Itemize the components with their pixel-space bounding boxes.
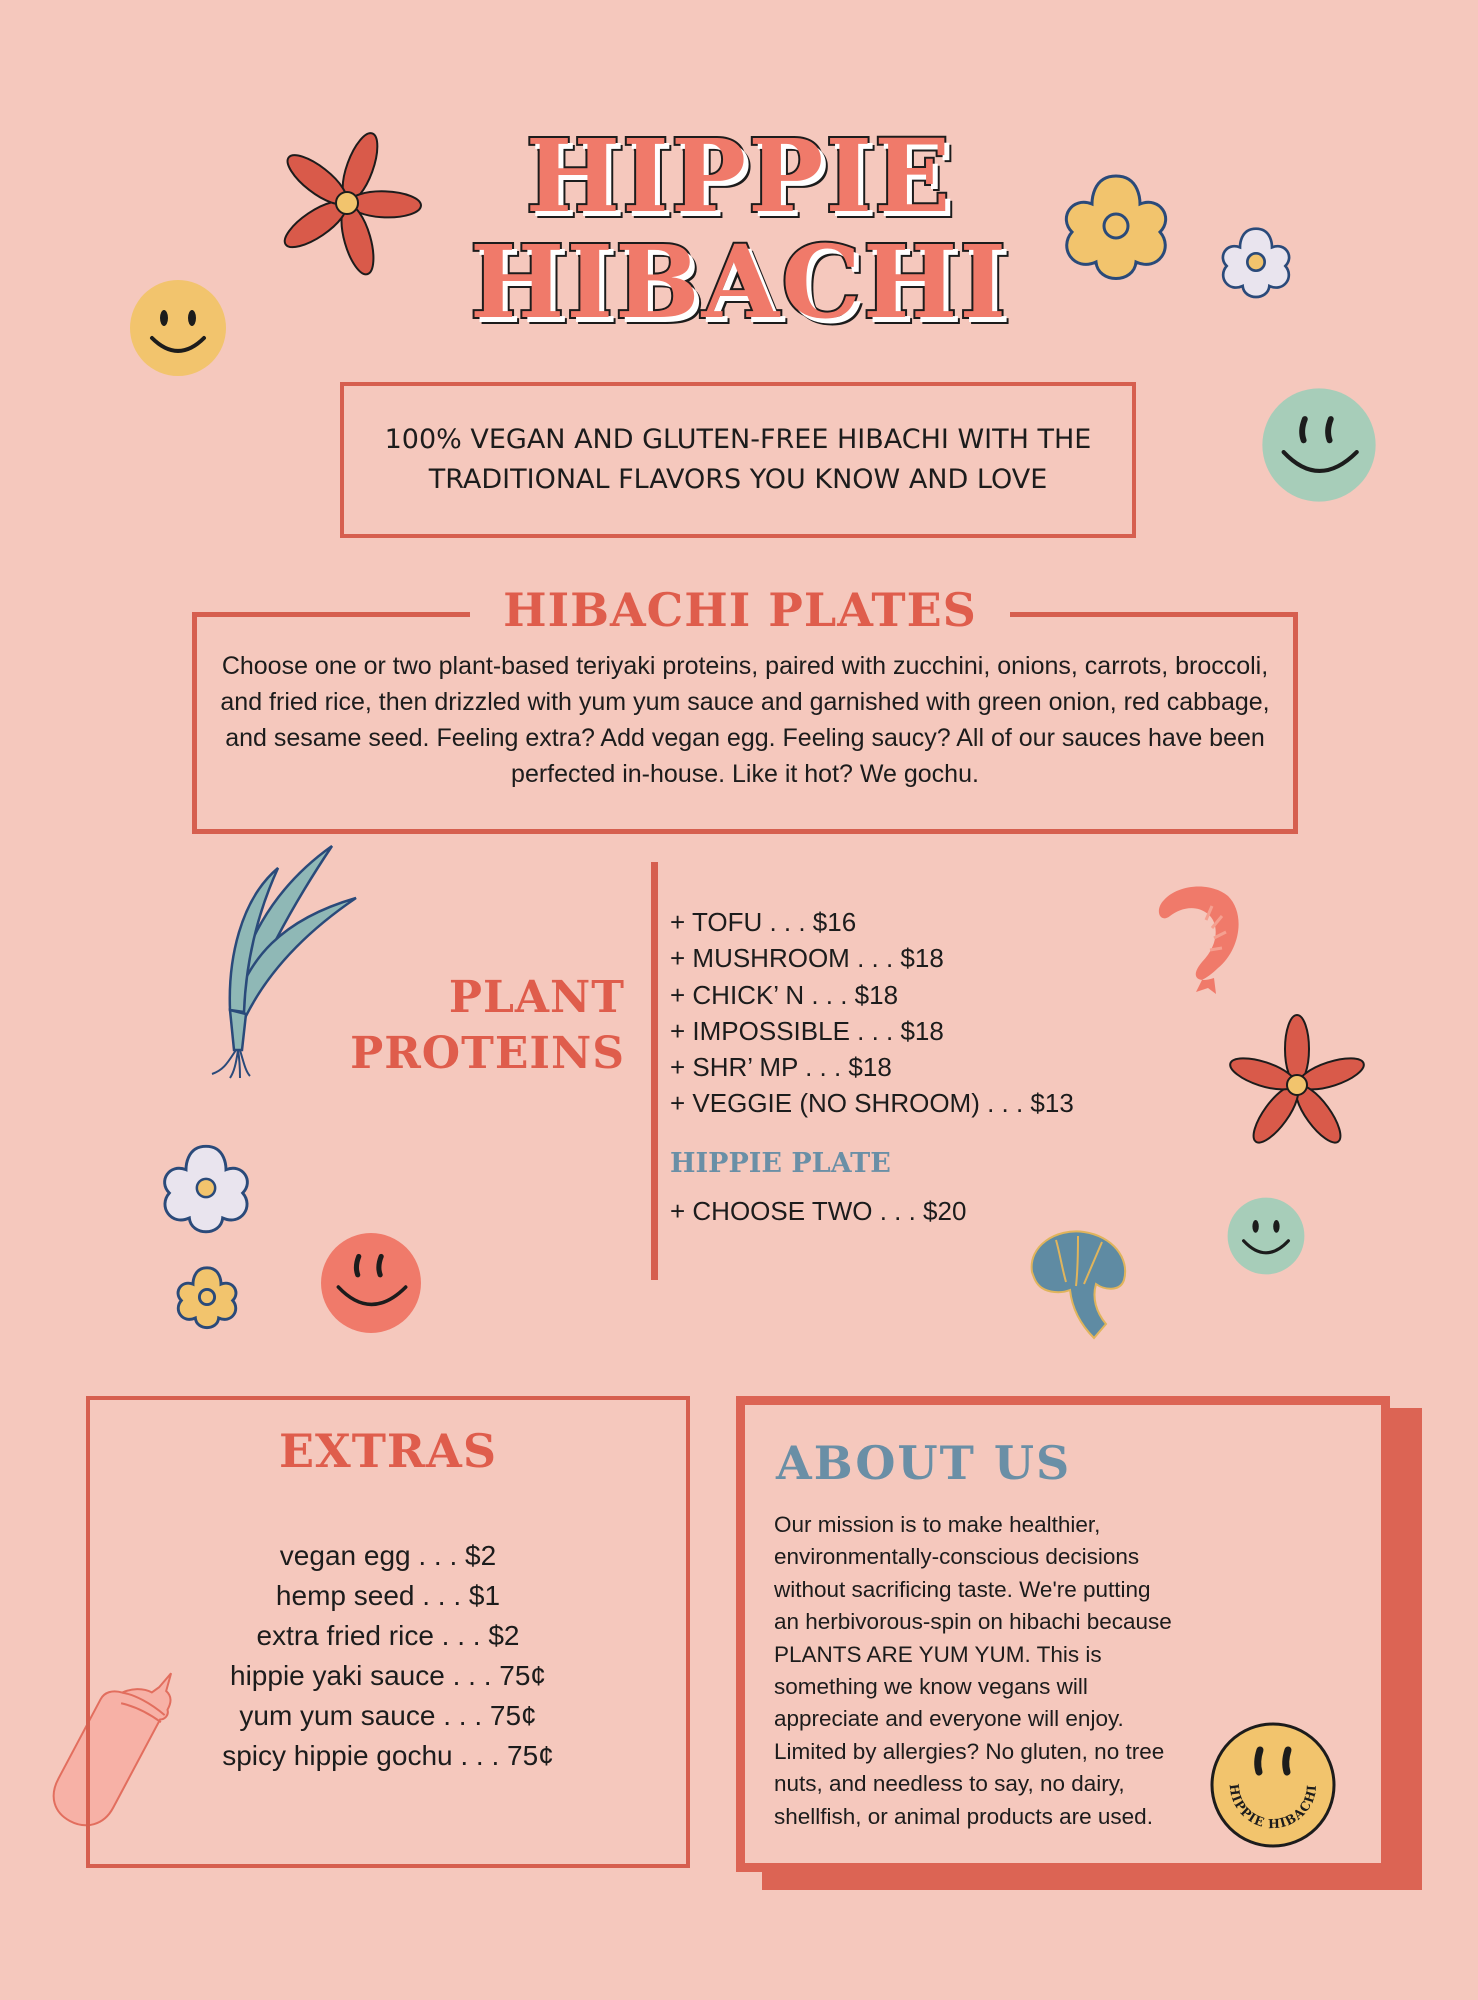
protein-item: + MUSHROOM . . . $18: [670, 943, 944, 974]
shrimp-icon: [1156, 880, 1244, 996]
about-line: Our mission is to make healthier,: [774, 1512, 1101, 1537]
about-line: without sacrificing taste. We're putting: [774, 1576, 1151, 1602]
tagline-text: 100% VEGAN AND GLUTEN-FREE HIBACHI WITH THE TRADITIONAL FLAVORS YOU KNOW AND LOVE: [384, 424, 1092, 495]
extras-item: hemp seed . . . $1: [275, 1580, 501, 1611]
tagline-box: [340, 382, 1136, 538]
protein-item: + IMPOSSIBLE . . . $18: [670, 1015, 944, 1046]
protein-item: + TOFU . . . $16: [670, 907, 857, 937]
red-flower-icon: [1222, 1010, 1372, 1160]
plant-proteins-heading: [300, 970, 625, 1082]
about-title: ABOUT US: [776, 1436, 1072, 1490]
yellow-flower-icon: [172, 1262, 242, 1332]
extras-list: [86, 1536, 690, 1776]
extras-item: yum yum sauce . . . 75¢: [239, 1700, 537, 1731]
protein-item: + SHR’ MP . . . $18: [670, 1052, 892, 1083]
about-text: [774, 1509, 1214, 1833]
hibachi-plates-title: HIBACHI PLATES: [470, 580, 1010, 640]
smiley-mint-icon: [1226, 1196, 1306, 1276]
badge-text: HIPPIE HIBACHI: [1226, 1782, 1320, 1832]
extras-item: hippie yaki sauce . . . 75¢: [230, 1660, 546, 1691]
about-line: an herbivorous-spin on hibachi because: [774, 1609, 1172, 1635]
badge-smiley-icon: [1210, 1722, 1336, 1848]
title-line-1: HIPPIE: [525, 117, 953, 235]
extras-item: spicy hippie gochu . . . 75¢: [222, 1740, 554, 1771]
extras-title: EXTRAS: [278, 1424, 498, 1478]
protein-item: + CHICK’ N . . . $18: [670, 979, 899, 1010]
smiley-coral-icon: [320, 1232, 422, 1334]
protein-item: + VEGGIE (NO SHROOM) . . . $13: [670, 1088, 1074, 1119]
about-line: environmentally-conscious decisions: [774, 1544, 1140, 1570]
about-line: appreciate and everyone will enjoy.: [774, 1706, 1124, 1732]
about-line: shellfish, or animal products are used.: [774, 1803, 1153, 1829]
plant-proteins-heading-line1: PLANT: [448, 972, 625, 1023]
about-line: something we know vegans will: [774, 1674, 1088, 1700]
smiley-mint-icon: [1260, 386, 1378, 504]
about-line: nuts, and needless to say, no dairy,: [774, 1771, 1125, 1797]
white-flower-icon: [156, 1138, 256, 1238]
extras-item: extra fried rice . . . $2: [256, 1620, 520, 1651]
hippie-plate-item: + CHOOSE TWO . . . $20: [670, 1196, 967, 1226]
extras-item: vegan egg . . . $2: [279, 1540, 497, 1571]
hibachi-plates-description: Choose one or two plant-based teriyaki proteins, paired with zucchini, onions, carrots, broccoli, and fried rice, then drizzled with yum yum sauce and garnished with green onion, red cabbage, and sesame seed. Feeling extra? Add vegan egg. Feeling saucy? All of our sauces have been perfected in-house. Like it hot? We gochu.: [220, 652, 1270, 788]
mushroom-icon: [1026, 1228, 1130, 1340]
divider-line: [651, 862, 658, 1280]
about-line: Limited by allergies? No gluten, no tree: [774, 1738, 1165, 1764]
hippie-plate-title: HIPPIE PLATE: [670, 1148, 891, 1179]
protein-list: [670, 904, 1074, 1122]
plant-proteins-heading-line2: PROTEINS: [350, 1028, 625, 1079]
title-line-2: HIBACHI: [469, 223, 1009, 341]
about-line: PLANTS ARE YUM YUM. This is: [774, 1641, 1102, 1667]
